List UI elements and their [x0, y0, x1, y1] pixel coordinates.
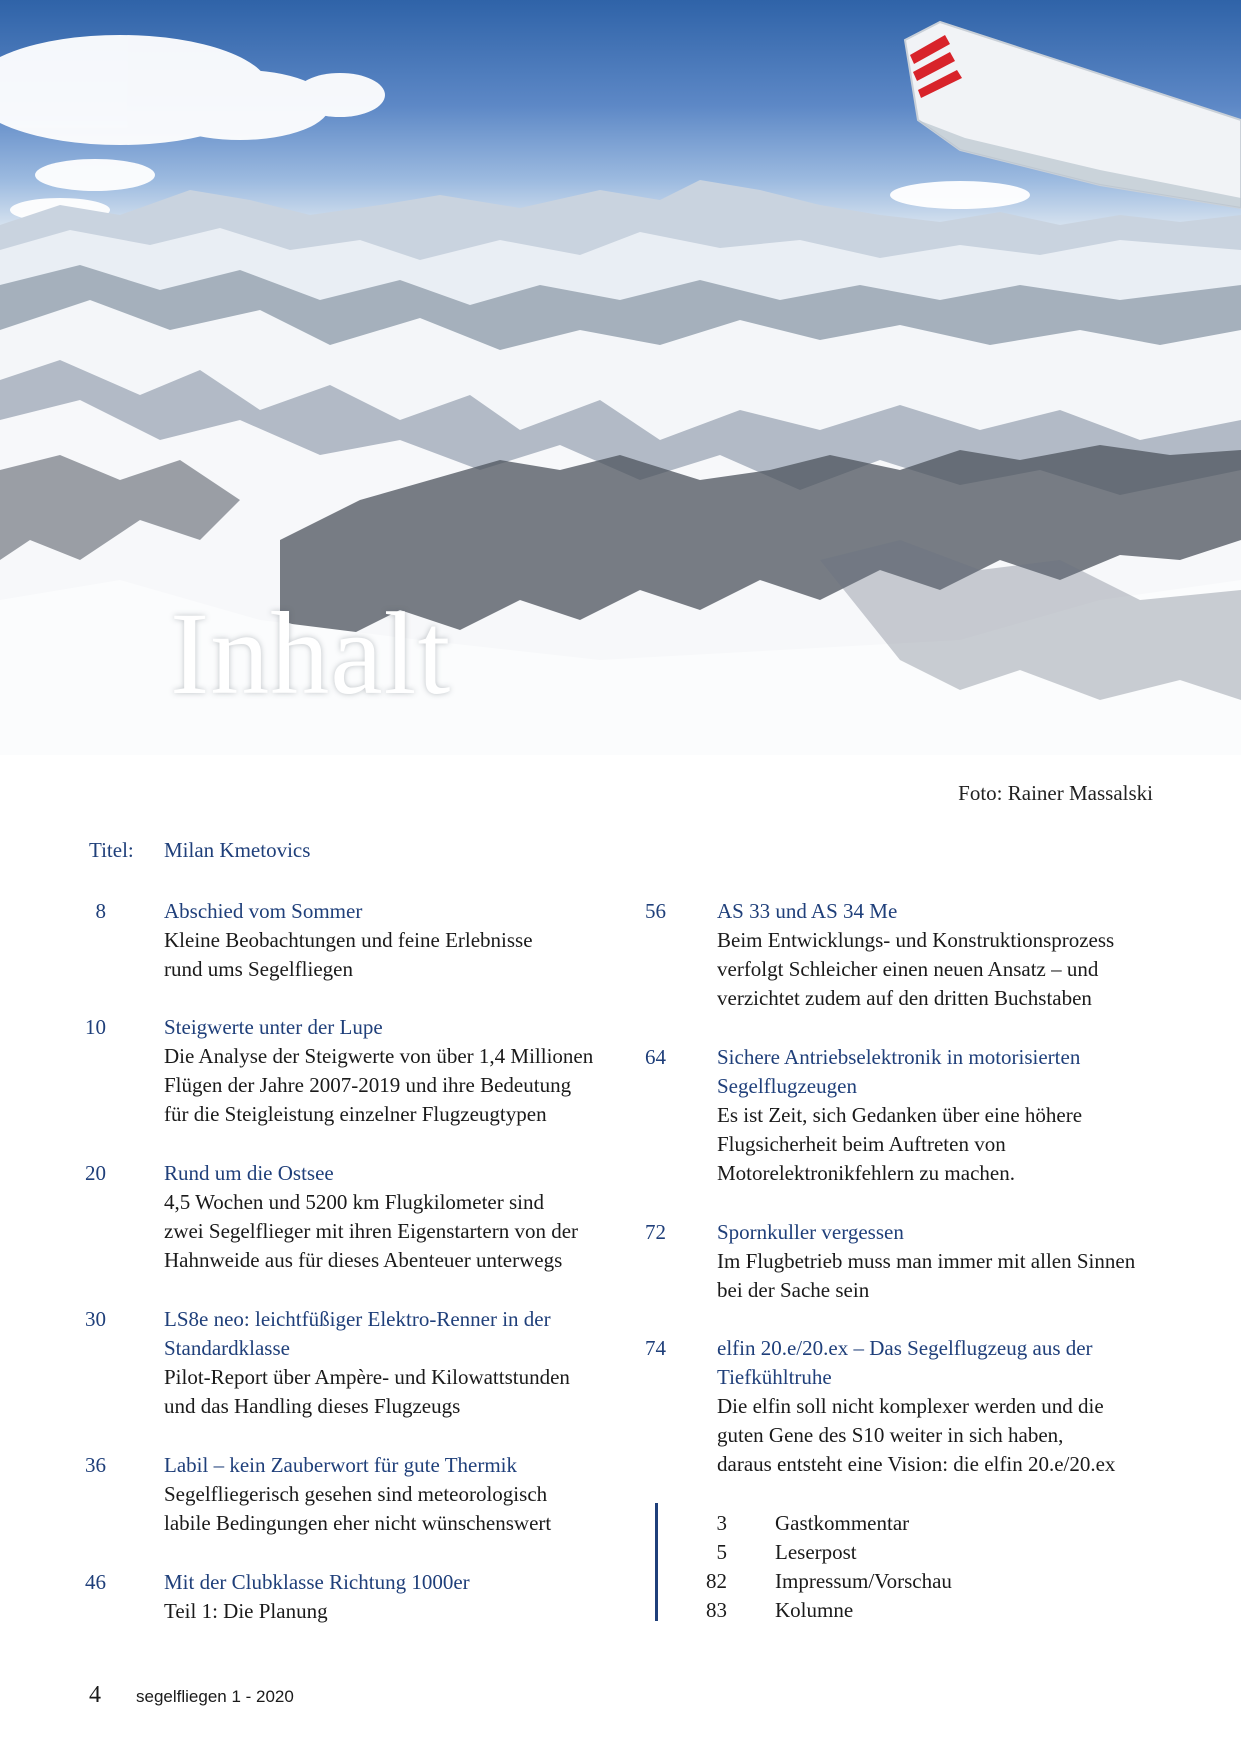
- toc-desc-line: Im Flugbetrieb muss man immer mit allen Sinnen: [717, 1249, 1136, 1273]
- toc-page-number: 46: [85, 1570, 106, 1594]
- toc-desc-line: Flügen der Jahre 2007-2019 und ihre Bedeutung: [164, 1073, 572, 1097]
- page-title: Inhalt: [170, 588, 452, 719]
- toc-desc-line: Die Analyse der Steigwerte von über 1,4 Millionen: [164, 1044, 594, 1068]
- toc-page-number: 30: [85, 1307, 106, 1331]
- misc-page-number: 3: [716, 1511, 727, 1535]
- toc-desc-line: Hahnweide aus für dieses Abenteuer unterwegs: [164, 1248, 563, 1272]
- misc-label: Leserpost: [775, 1540, 857, 1564]
- toc-title: Tiefkühltruhe: [717, 1365, 832, 1389]
- toc-title: Spornkuller vergessen: [717, 1220, 904, 1244]
- misc-label: Kolumne: [775, 1598, 854, 1622]
- magazine-issue: segelfliegen 1 - 2020: [136, 1687, 294, 1706]
- toc-desc-line: bei der Sache sein: [717, 1278, 870, 1302]
- toc-desc-line: Teil 1: Die Planung: [164, 1599, 328, 1623]
- toc-desc-line: Beim Entwicklungs- und Konstruktionsprozess: [717, 928, 1115, 952]
- toc-title: Sichere Antriebselektronik in motorisierten: [717, 1045, 1081, 1069]
- toc-desc-line: zwei Segelflieger mit ihren Eigenstartern von der: [164, 1219, 579, 1243]
- toc-desc-line: daraus entsteht eine Vision: die elfin 20.e/20.ex: [717, 1452, 1116, 1476]
- toc-desc-line: verzichtet zudem auf den dritten Buchstaben: [717, 986, 1092, 1010]
- toc-desc-line: rund ums Segelfliegen: [164, 957, 353, 981]
- toc-title: Rund um die Ostsee: [164, 1161, 334, 1185]
- toc-desc-line: und das Handling dieses Flugzeugs: [164, 1394, 461, 1418]
- toc-title: AS 33 und AS 34 Me: [717, 899, 898, 923]
- photo-credit: Foto: Rainer Massalski: [958, 781, 1153, 805]
- misc-label: Gastkommentar: [775, 1511, 910, 1535]
- toc-page-number: 36: [85, 1453, 106, 1477]
- toc-desc-line: Flugsicherheit beim Auftreten von: [717, 1132, 1006, 1156]
- toc-title: Segelflugzeugen: [717, 1074, 857, 1098]
- toc-page-number: 56: [645, 899, 666, 923]
- toc-page-number: 10: [85, 1015, 106, 1039]
- toc-title: Standardklasse: [164, 1336, 290, 1360]
- toc-desc-line: Kleine Beobachtungen und feine Erlebnisse: [164, 928, 533, 952]
- toc-title: Steigwerte unter der Lupe: [164, 1015, 383, 1039]
- toc-desc-line: verfolgt Schleicher einen neuen Ansatz – und: [717, 957, 1099, 981]
- toc-desc-line: für die Steigleistung einzelner Flugzeugtypen: [164, 1102, 547, 1126]
- toc-title: elfin 20.e/20.ex – Das Segelflugzeug aus der: [717, 1336, 1093, 1360]
- toc-page-number: 72: [645, 1220, 666, 1244]
- misc-label: Impressum/Vorschau: [775, 1569, 952, 1593]
- hero-image: [0, 0, 1241, 755]
- toc-desc-line: Pilot-Report über Ampère- und Kilowattstunden: [164, 1365, 570, 1389]
- toc-title: Labil – kein Zauberwort für gute Thermik: [164, 1453, 518, 1477]
- toc-desc-line: 4,5 Wochen und 5200 km Flugkilometer sind: [164, 1190, 544, 1214]
- page-number: 4: [89, 1682, 101, 1708]
- toc-title: LS8e neo: leichtfüßiger Elektro-Renner in der: [164, 1307, 551, 1331]
- toc-page-number: 64: [645, 1045, 666, 1069]
- cover-label: Titel:: [89, 838, 134, 862]
- misc-page-number: 83: [706, 1598, 727, 1622]
- misc-page-number: 82: [706, 1569, 727, 1593]
- toc-title: Abschied vom Sommer: [164, 899, 363, 923]
- toc-desc-line: labile Bedingungen eher nicht wünschenswert: [164, 1511, 552, 1535]
- toc-desc-line: Segelfliegerisch gesehen sind meteorologisch: [164, 1482, 548, 1506]
- cover-photographer: Milan Kmetovics: [164, 838, 311, 862]
- toc-page-number: 8: [95, 899, 106, 923]
- toc-page-number: 74: [645, 1336, 666, 1360]
- toc-desc-line: Motorelektronikfehlern zu machen.: [717, 1161, 1015, 1185]
- toc-title: Mit der Clubklasse Richtung 1000er: [164, 1570, 470, 1594]
- misc-page-number: 5: [716, 1540, 727, 1564]
- toc-page-number: 20: [85, 1161, 106, 1185]
- misc-divider: [655, 1503, 658, 1621]
- toc-desc-line: Die elfin soll nicht komplexer werden und die: [717, 1394, 1104, 1418]
- toc-desc-line: Es ist Zeit, sich Gedanken über eine höhere: [717, 1103, 1083, 1127]
- toc-desc-line: guten Gene des S10 weiter in sich haben,: [717, 1423, 1064, 1447]
